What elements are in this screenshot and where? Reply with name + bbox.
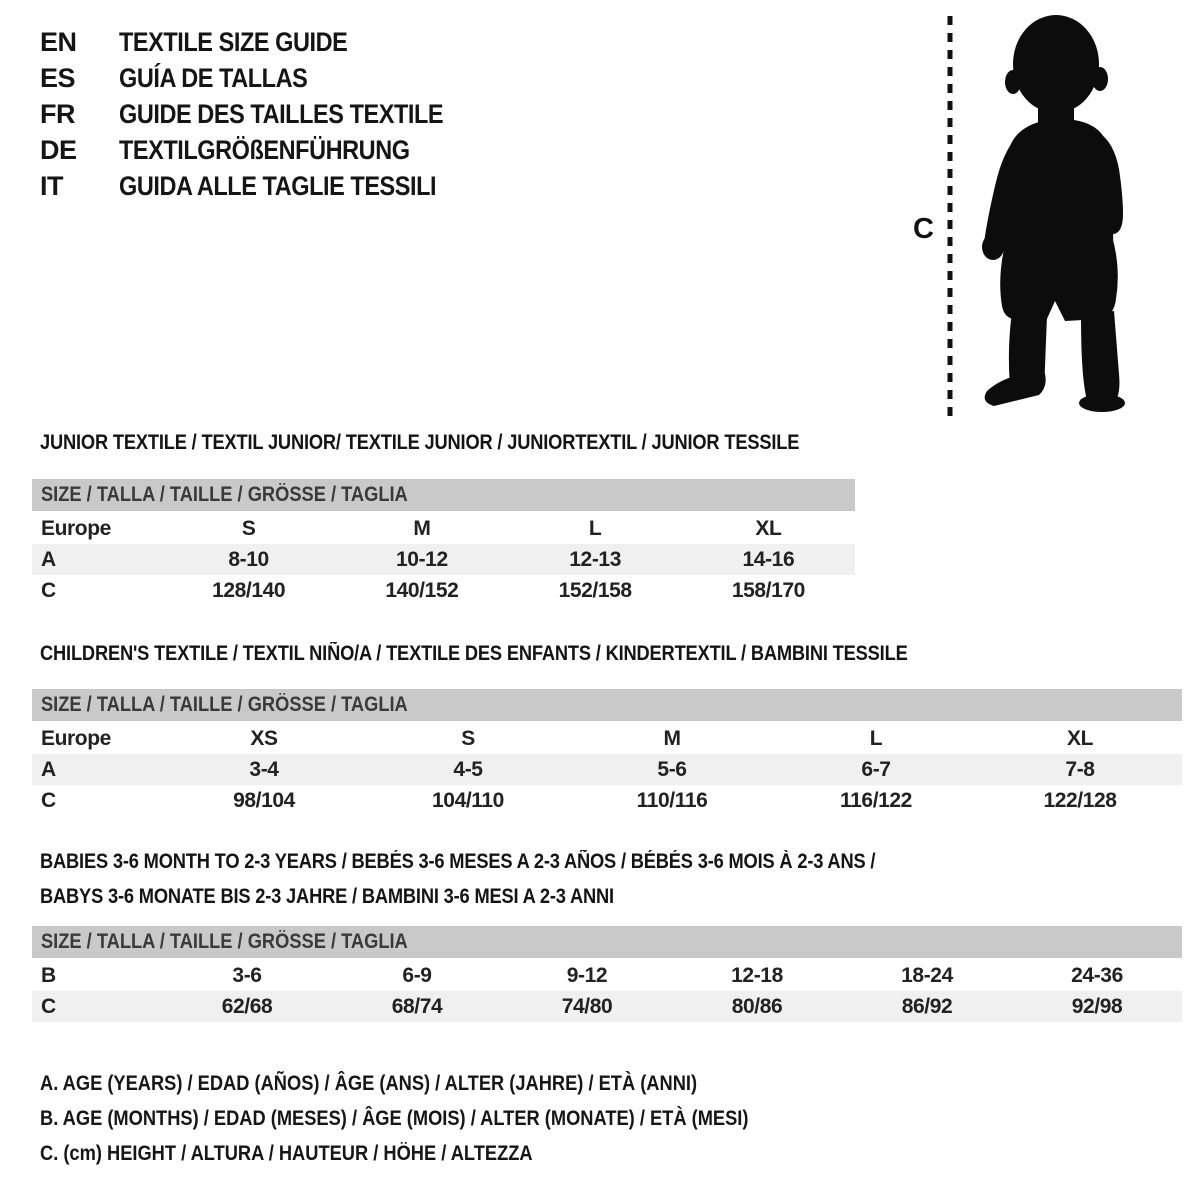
table-row-height [32, 991, 1182, 1022]
language-row-it [40, 168, 492, 204]
row-label: Europe [41, 726, 111, 750]
age-cell: 10-12 [396, 547, 448, 571]
language-label: TEXTILE SIZE GUIDE [119, 26, 348, 57]
size-header-bar: SIZE / TALLA / TAILLE / GRÖSSE / TAGLIA [32, 926, 1182, 958]
size-cell: L [588, 516, 602, 540]
age-cell: 14-16 [742, 547, 795, 571]
size-header-bar: SIZE / TALLA / TAILLE / GRÖSSE / TAGLIA [32, 479, 855, 511]
size-cell: M [413, 516, 431, 540]
junior-section-title: JUNIOR TEXTILE / TEXTIL JUNIOR/ TEXTILE JUNIOR / JUNIORTEXTIL / JUNIOR TESSILE [40, 431, 800, 454]
junior-size-table [32, 479, 855, 606]
toddler-silhouette-image [962, 4, 1167, 434]
months-cell: 12-18 [731, 963, 783, 987]
months-cell: 9-12 [566, 963, 608, 987]
months-cell: 3-6 [232, 963, 262, 987]
table-row-europe [32, 723, 1182, 754]
months-cell: 24-36 [1071, 963, 1123, 987]
months-cell: 6-9 [402, 963, 432, 987]
language-code: FR [40, 98, 75, 129]
measure-legend [40, 1066, 854, 1171]
row-label: C [41, 578, 56, 602]
height-cell: 110/116 [636, 788, 708, 812]
babies-size-table [32, 926, 1182, 1022]
legend-line-a: A. AGE (YEARS) / EDAD (AÑOS) / ÂGE (ANS) / ALTER (JAHRE) / ETÀ (ANNI) [40, 1071, 698, 1095]
height-cell: 140/152 [385, 578, 459, 602]
size-cell: S [241, 516, 256, 540]
row-label: A [41, 547, 56, 571]
children-section-title: CHILDREN'S TEXTILE / TEXTIL NIÑO/A / TEXTILE DES ENFANTS / KINDERTEXTIL / BAMBINI TESSILE [40, 642, 908, 665]
row-label: C [41, 788, 56, 812]
size-cell: M [663, 726, 681, 750]
table-row-age [32, 754, 1182, 785]
language-row-fr [40, 96, 492, 132]
row-label: C [41, 994, 56, 1018]
age-cell: 5-6 [657, 757, 687, 781]
language-code: ES [40, 62, 76, 93]
size-cell: S [461, 726, 475, 750]
height-cell: 86/92 [901, 994, 953, 1018]
age-cell: 12-13 [569, 547, 621, 571]
size-cell: XS [250, 726, 278, 750]
language-row-es [40, 60, 492, 96]
height-cell: 68/74 [391, 994, 443, 1018]
height-cell: 104/110 [432, 788, 504, 812]
language-row-de [40, 132, 492, 168]
language-code: DE [40, 134, 77, 165]
age-cell: 4-5 [453, 757, 483, 781]
table-row-height [32, 575, 855, 606]
language-row-en [40, 24, 492, 60]
legend-line-b: B. AGE (MONTHS) / EDAD (MESES) / ÂGE (MOIS) / ALTER (MONATE) / ETÀ (MESI) [40, 1106, 749, 1130]
height-cell: 92/98 [1071, 994, 1123, 1018]
height-measure-dashed-line-icon [946, 16, 954, 421]
height-cell: 128/140 [212, 578, 286, 602]
measure-label-c: C [913, 213, 934, 245]
babies-section-title: BABIES 3-6 MONTH TO 2-3 YEARS / BEBÉS 3-6 MESES A 2-3 AÑOS / BÉBÉS 3-6 MOIS À 2-3 ANS / BABYS 3-6 MONATE BIS 2-3 JAHRE / BAMBINI 3-6 MESI A 2-3 ANNI [40, 850, 876, 908]
row-label: Europe [41, 516, 111, 540]
row-label: A [41, 757, 56, 781]
height-cell: 158/170 [731, 578, 805, 602]
children-size-table [32, 689, 1182, 816]
age-cell: 3-4 [249, 757, 279, 781]
months-cell: 18-24 [901, 963, 953, 987]
language-label: TEXTILGRÖßENFÜHRUNG [119, 134, 410, 165]
height-cell: 152/158 [558, 578, 632, 602]
table-row-age [32, 544, 855, 575]
size-header-bar: SIZE / TALLA / TAILLE / GRÖSSE / TAGLIA [32, 689, 1182, 721]
size-cell: XL [1066, 726, 1094, 750]
age-cell: 8-10 [228, 547, 269, 571]
row-label: B [41, 963, 56, 987]
language-label: GUIDA ALLE TAGLIE TESSILI [119, 170, 437, 201]
height-cell: 116/122 [840, 788, 912, 812]
legend-line-c: C. (cm) HEIGHT / ALTURA / HAUTEUR / HÖHE / ALTEZZA [40, 1141, 533, 1165]
language-code: EN [40, 26, 77, 57]
size-cell: XL [755, 516, 782, 540]
height-cell: 122/128 [1043, 788, 1117, 812]
height-cell: 80/86 [731, 994, 783, 1018]
height-cell: 62/68 [221, 994, 273, 1018]
age-cell: 7-8 [1065, 757, 1095, 781]
height-cell: 98/104 [233, 788, 295, 812]
table-row-europe [32, 513, 855, 544]
size-cell: L [869, 726, 883, 750]
language-label: GUÍA DE TALLAS [119, 62, 308, 93]
language-label: GUIDE DES TAILLES TEXTILE [119, 98, 444, 129]
language-title-list [40, 24, 492, 204]
age-cell: 6-7 [861, 757, 891, 781]
language-code: IT [40, 170, 63, 201]
table-row-height [32, 785, 1182, 816]
height-cell: 74/80 [561, 994, 613, 1018]
table-row-months [32, 960, 1182, 991]
